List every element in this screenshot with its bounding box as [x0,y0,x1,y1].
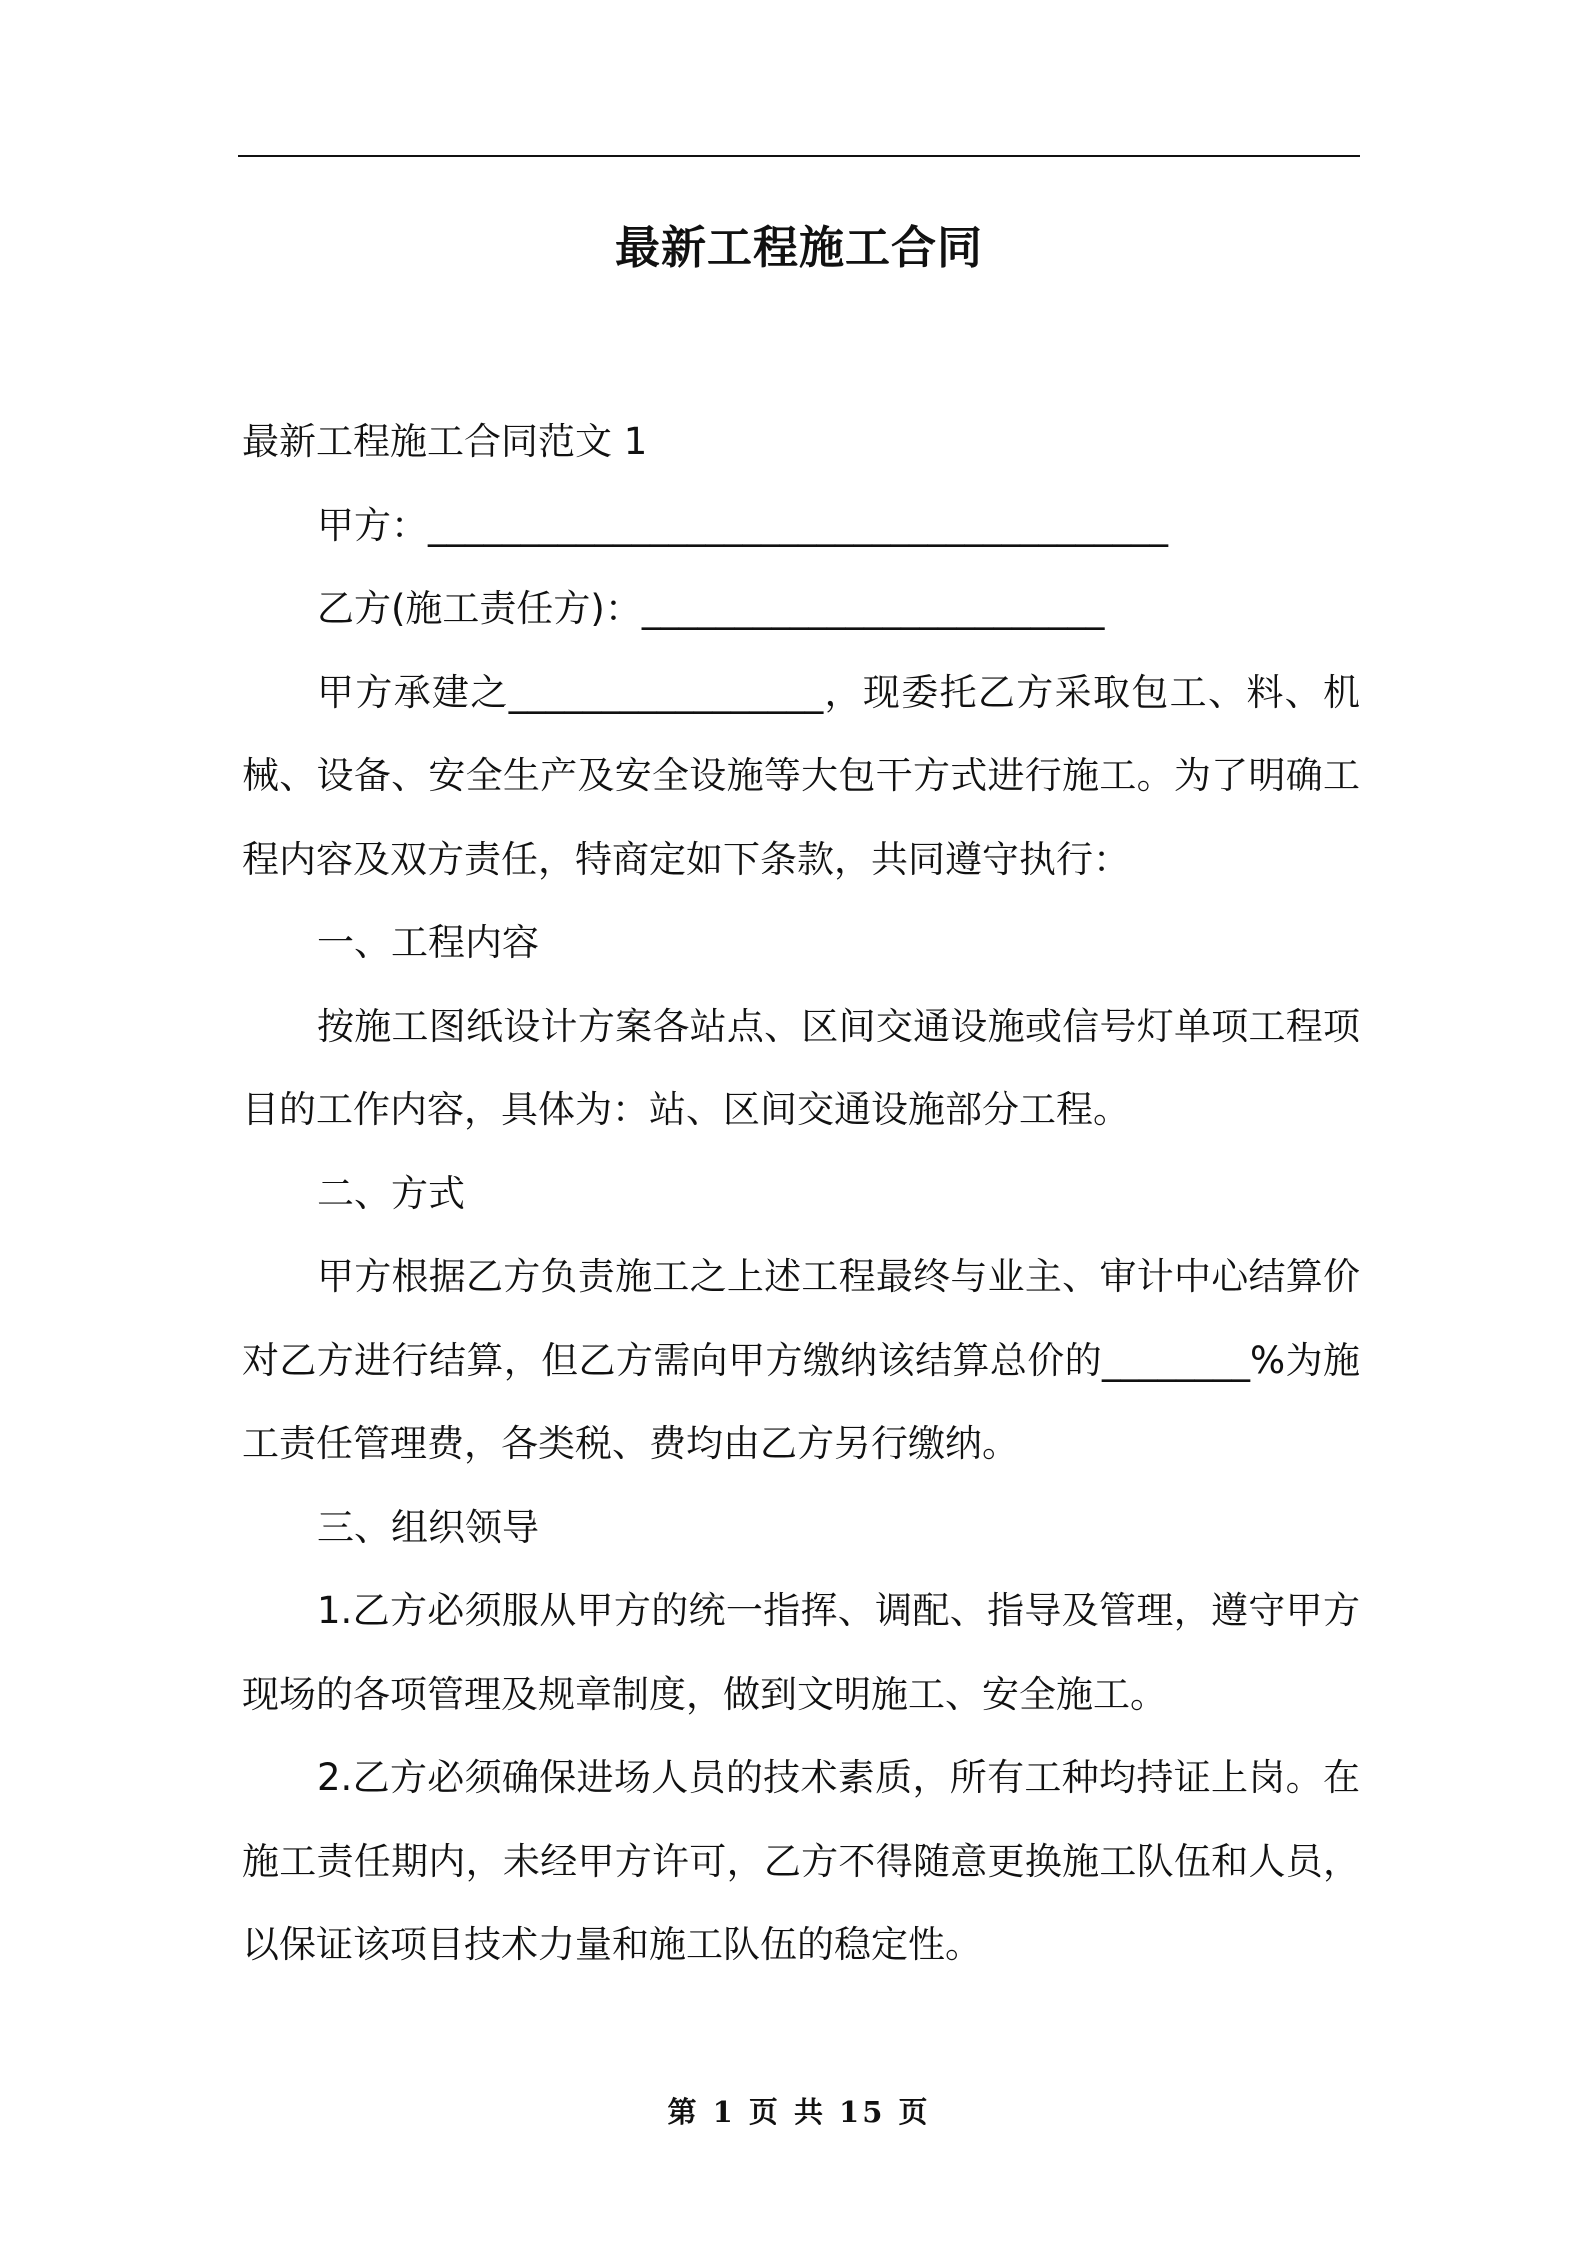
paragraph: 按施工图纸设计方案各站点、区间交通设施或信号灯单项工程项目的工作内容，具体为：站、区间交通设施部分工程。 [242,1004,1360,1131]
paragraph: 甲方根据乙方负责施工之上述工程最终与业主、审计中心结算价对乙方进行结算，但乙方需向甲方缴纳该结算总价的________%为施工责任管理费，各类税、费均由乙方另行缴纳。 [242,1255,1360,1465]
page-number-footer: 第 1 页 共 15 页 [667,2095,931,2129]
section-heading: 二、方式 [317,1171,465,1215]
section-heading: 一、工程内容 [317,921,539,964]
document-body [242,400,1360,1987]
header-rule [238,155,1360,157]
document-subtitle: 最新工程施工合同范文 1 [242,420,648,463]
paragraph: 2.乙方必须确保进场人员的技术素质，所有工种均持证上岗。在施工责任期内，未经甲方许可，乙方不得随意更换施工队伍和人员，以保证该项目技术力量和施工队伍的稳定性。 [242,1756,1360,1966]
document-title: 最新工程施工合同 [614,221,983,274]
paragraph: 1.乙方必须服从甲方的统一指挥、调配、指导及管理，遵守甲方现场的各项管理及规章制度，做到文明施工、安全施工。 [242,1589,1360,1716]
party-b-line: 乙方(施工责任方)：_________________________ [317,587,1105,630]
party-a-line: 甲方：________________________________________ [317,503,1168,547]
section-heading: 三、组织领导 [317,1505,539,1549]
intro-paragraph: 甲方承建之_________________，现委托乙方采取包工、料、机械、设备、安全生产及安全设施等大包干方式进行施工。为了明确工程内容及双方责任，特商定如下条款，共同遵守执行： [242,670,1360,881]
